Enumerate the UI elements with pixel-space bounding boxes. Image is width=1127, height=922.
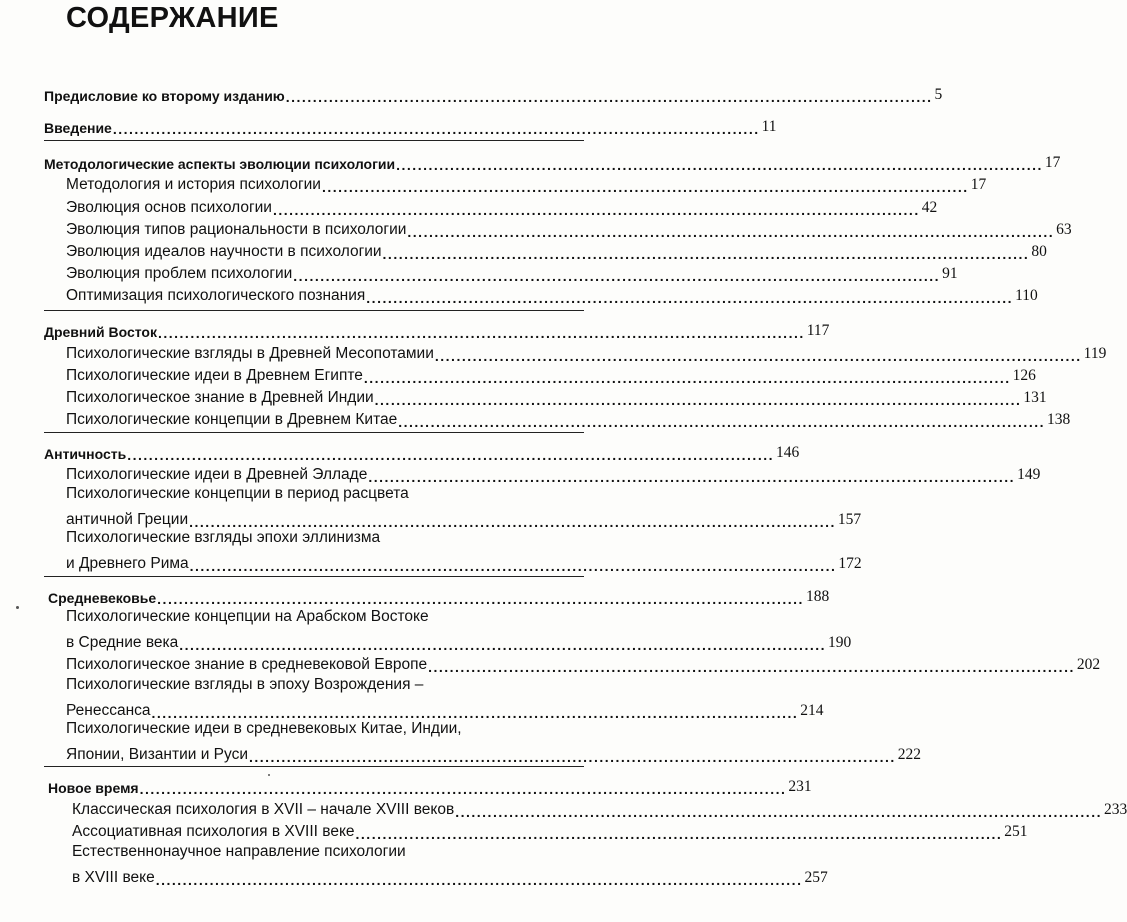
page-title: СОДЕРЖАНИЕ — [66, 2, 279, 34]
page-number: 110 — [1015, 287, 1038, 304]
dot-leader: ........................................................................................................................ — [363, 370, 1011, 386]
page-number: 202 — [1076, 656, 1101, 673]
toc-entry-section[interactable] — [48, 584, 830, 607]
entry-title: Психологические взгляды в Древней Месопотамии — [66, 345, 434, 362]
entry-title-line1: Психологические взгляды в эпоху Возрождения – — [66, 676, 424, 693]
dot-leader: ........................................................................................................................ — [285, 89, 933, 105]
section-divider — [44, 766, 584, 767]
dot-leader: ........................................................................................................................ — [398, 414, 1045, 430]
toc-entry[interactable] — [66, 742, 922, 765]
dot-leader: ........................................................................................................................ — [455, 804, 1102, 820]
toc-entry[interactable] — [72, 865, 828, 888]
dot-leader: ........................................................................................................................ — [382, 246, 1030, 262]
toc-entry-section[interactable] — [48, 774, 812, 797]
toc-entry[interactable] — [66, 698, 824, 721]
entry-title: Введение — [44, 120, 112, 136]
entry-title: Эволюция проблем психологии — [66, 265, 293, 282]
entry-title: Предисловие ко второму изданию — [44, 88, 285, 104]
dot-leader: ........................................................................................................................ — [157, 325, 805, 341]
page-number: 222 — [897, 746, 922, 763]
page-number: 146 — [776, 444, 800, 461]
dot-leader: ........................................................................................................................ — [189, 514, 836, 530]
dot-leader: ........................................................................................................................ — [112, 121, 760, 137]
dot-leader: ........................................................................................................................ — [396, 157, 1043, 173]
dot-leader: ........................................................................................................................ — [127, 447, 774, 463]
toc-entry[interactable] — [66, 507, 862, 530]
page-number: 117 — [806, 322, 830, 339]
dot-leader: ........................................................................................................................ — [368, 469, 1016, 485]
toc-entry-section[interactable] — [44, 318, 830, 341]
toc-entry-section[interactable] — [44, 150, 1061, 173]
dot-leader: ........................................................................................................................ — [189, 558, 837, 574]
entry-title: и Древнего Рима — [66, 555, 189, 572]
toc-entry[interactable] — [66, 385, 1047, 408]
entry-title-line1: Психологические идеи в средневековых Китае, Индии, — [66, 720, 462, 737]
entry-title-line1: Естественнонаучное направление психологии — [72, 843, 406, 860]
toc-entry[interactable] — [66, 462, 1041, 485]
page-number: 5 — [934, 86, 943, 103]
toc-entry[interactable] — [66, 363, 1036, 386]
toc-entry[interactable] — [66, 172, 987, 195]
toc-entry[interactable] — [66, 195, 938, 218]
page-number: 17 — [970, 176, 987, 193]
dot-leader: ........................................................................................................................ — [355, 826, 1003, 842]
entry-title: античной Греции — [66, 511, 189, 528]
dot-leader: ........................................................................................................................ — [151, 705, 799, 721]
page-number: 157 — [837, 511, 862, 528]
toc-entry-section[interactable] — [44, 114, 777, 137]
entry-title: Средневековье — [48, 590, 157, 606]
toc-entry[interactable] — [66, 261, 958, 284]
entry-title: Методология и история психологии — [66, 176, 321, 193]
entry-title: Методологические аспекты эволюции психологии — [44, 156, 396, 172]
page-number: 149 — [1017, 466, 1041, 483]
scan-speck — [16, 606, 19, 609]
toc-entry[interactable] — [72, 819, 1028, 842]
dot-leader: ........................................................................................................................ — [407, 224, 1055, 240]
entry-title: Психологическое знание в средневековой Европе — [66, 656, 428, 673]
entry-title: Новое время — [48, 780, 139, 796]
entry-title: Эволюция основ психологии — [66, 199, 272, 216]
dot-leader: ........................................................................................................................ — [139, 781, 787, 797]
section-divider — [44, 310, 584, 311]
page-number: 257 — [804, 869, 828, 886]
entry-title-line1: Психологические взгляды эпохи эллинизма — [66, 529, 381, 546]
page-number: 214 — [800, 702, 824, 719]
entry-title: Классическая психология в XVII – начале XVIII веков — [72, 801, 455, 818]
dot-leader: ........................................................................................................................ — [249, 749, 896, 765]
entry-title: Психологическое знание в Древней Индии — [66, 389, 374, 406]
page-number: 42 — [921, 199, 938, 216]
toc-entry[interactable] — [66, 341, 1107, 364]
dot-leader: ........................................................................................................................ — [293, 268, 941, 284]
dot-leader: ........................................................................................................................ — [321, 179, 969, 195]
dot-leader: ........................................................................................................................ — [157, 591, 804, 607]
toc-entry[interactable] — [66, 239, 1047, 262]
entry-title: Ренессанса — [66, 702, 151, 719]
toc-entry[interactable] — [66, 283, 1038, 306]
page-number: 119 — [1083, 345, 1107, 362]
entry-title: Эволюция типов рациональности в психологии — [66, 221, 407, 238]
dot-leader: ........................................................................................................................ — [374, 392, 1022, 408]
page-number: 17 — [1044, 154, 1061, 171]
section-divider — [44, 140, 584, 141]
page-number: 188 — [805, 588, 830, 605]
dot-leader: ........................................................................................................................ — [434, 348, 1082, 364]
toc-entry[interactable] — [72, 797, 1127, 820]
page-number: 91 — [942, 265, 958, 282]
entry-title: Психологические концепции в Древнем Китае — [66, 411, 398, 428]
entry-title: Японии, Византии и Руси — [66, 746, 248, 763]
dot-leader: ........................................................................................................................ — [366, 290, 1014, 306]
entry-title: Оптимизация психологического познания — [66, 287, 366, 304]
toc-entry[interactable] — [66, 217, 1072, 240]
page-number: 126 — [1012, 367, 1036, 384]
dot-leader: ........................................................................................................................ — [155, 872, 803, 888]
entry-title-line1: Психологические концепции в период расцвета — [66, 485, 409, 502]
toc-entry[interactable] — [66, 652, 1101, 675]
page-number: 80 — [1031, 243, 1047, 260]
page-number: 131 — [1023, 389, 1047, 406]
entry-title-line1: Психологические концепции на Арабском Востоке — [66, 608, 429, 625]
entry-title: Античность — [44, 446, 127, 462]
dot-leader: ........................................................................................................................ — [428, 659, 1075, 675]
toc-entry[interactable] — [66, 407, 1071, 430]
page-number: 190 — [828, 634, 852, 651]
entry-title: в XVIII веке — [72, 869, 155, 886]
toc-entry[interactable] — [66, 551, 862, 574]
toc-entry-section[interactable] — [44, 440, 800, 463]
entry-title: Ассоциативная психология в XVIII веке — [72, 823, 355, 840]
page-number: 138 — [1047, 411, 1071, 428]
page-number: 11 — [761, 118, 777, 135]
toc-entry[interactable] — [66, 630, 852, 653]
section-divider — [44, 576, 584, 577]
page-number: 251 — [1004, 823, 1028, 840]
page-number: 172 — [838, 555, 862, 572]
entry-title: Психологические идеи в Древней Элладе — [66, 466, 368, 483]
dot-leader: ........................................................................................................................ — [179, 637, 827, 653]
page-number: 233 — [1103, 801, 1127, 818]
dot-leader: ........................................................................................................................ — [272, 202, 920, 218]
section-divider — [44, 432, 584, 433]
entry-title: в Средние века — [66, 634, 179, 651]
entry-title: Психологические идеи в Древнем Египте — [66, 367, 363, 384]
toc-entry-section[interactable] — [44, 82, 943, 105]
page-number: 231 — [788, 778, 812, 795]
page-number: 63 — [1056, 221, 1072, 238]
entry-title: Эволюция идеалов научности в психологии — [66, 243, 382, 260]
entry-title: Древний Восток — [44, 324, 157, 340]
